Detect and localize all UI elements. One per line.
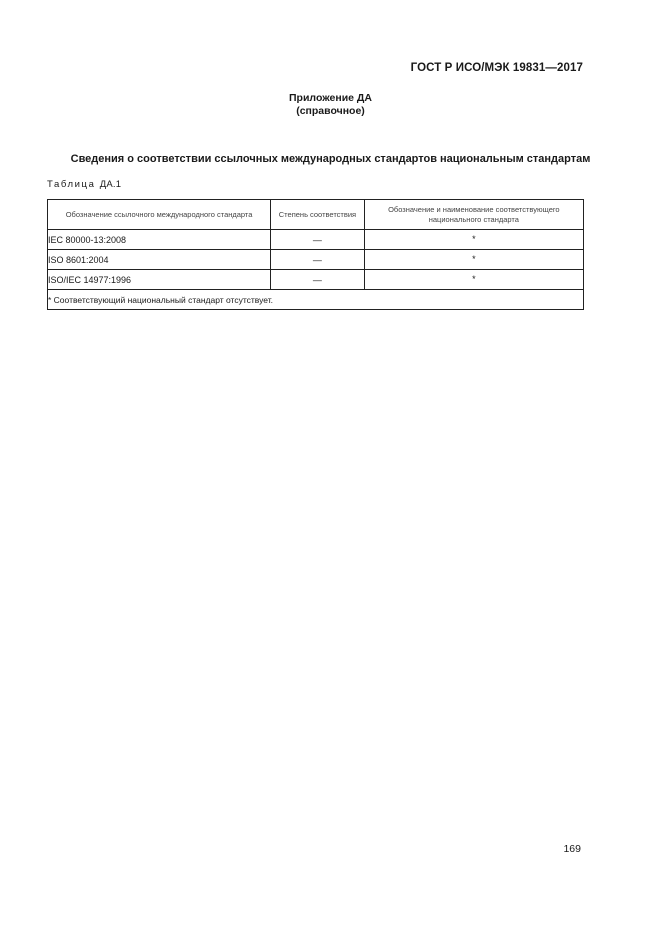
- annex-heading: [0, 92, 661, 118]
- table-caption-number: ДА.1: [99, 179, 122, 190]
- cell-international-code: ISO/IEC 14977:1996: [48, 270, 271, 290]
- cell-degree: —: [271, 270, 364, 290]
- column-header-international-code: Обозначение ссылочного международного стандарта: [48, 200, 271, 230]
- column-header-degree: Степень соответствия: [271, 200, 364, 230]
- standard-code: ГОСТ Р ИСО/МЭК 19831—2017: [410, 62, 583, 74]
- cell-national-standard: *: [364, 250, 583, 270]
- column-header-national-standard: Обозначение и наименование соответствующего национального стандарта: [364, 200, 583, 230]
- section-title: Сведения о соответствии ссылочных международных стандартов национальным стандартам: [70, 153, 591, 165]
- correspondence-table: [47, 199, 584, 310]
- table-footnote-row: [48, 290, 584, 310]
- page-number: 169: [563, 843, 581, 855]
- table-row: [48, 250, 584, 270]
- cell-national-standard: *: [364, 270, 583, 290]
- cell-degree: —: [271, 250, 364, 270]
- cell-international-code: ISO 8601:2004: [48, 250, 271, 270]
- table-row: [48, 270, 584, 290]
- table-caption: [47, 179, 121, 190]
- table-caption-label: Таблица: [47, 179, 96, 190]
- cell-international-code: IEC 80000-13:2008: [48, 230, 271, 250]
- table-header-row: [48, 200, 584, 230]
- annex-type: (справочное): [296, 105, 365, 117]
- annex-title: Приложение ДА: [289, 92, 372, 104]
- cell-degree: —: [271, 230, 364, 250]
- table-footnote: * Соответствующий национальный стандарт отсутствует.: [48, 290, 584, 310]
- table-row: [48, 230, 584, 250]
- cell-national-standard: *: [364, 230, 583, 250]
